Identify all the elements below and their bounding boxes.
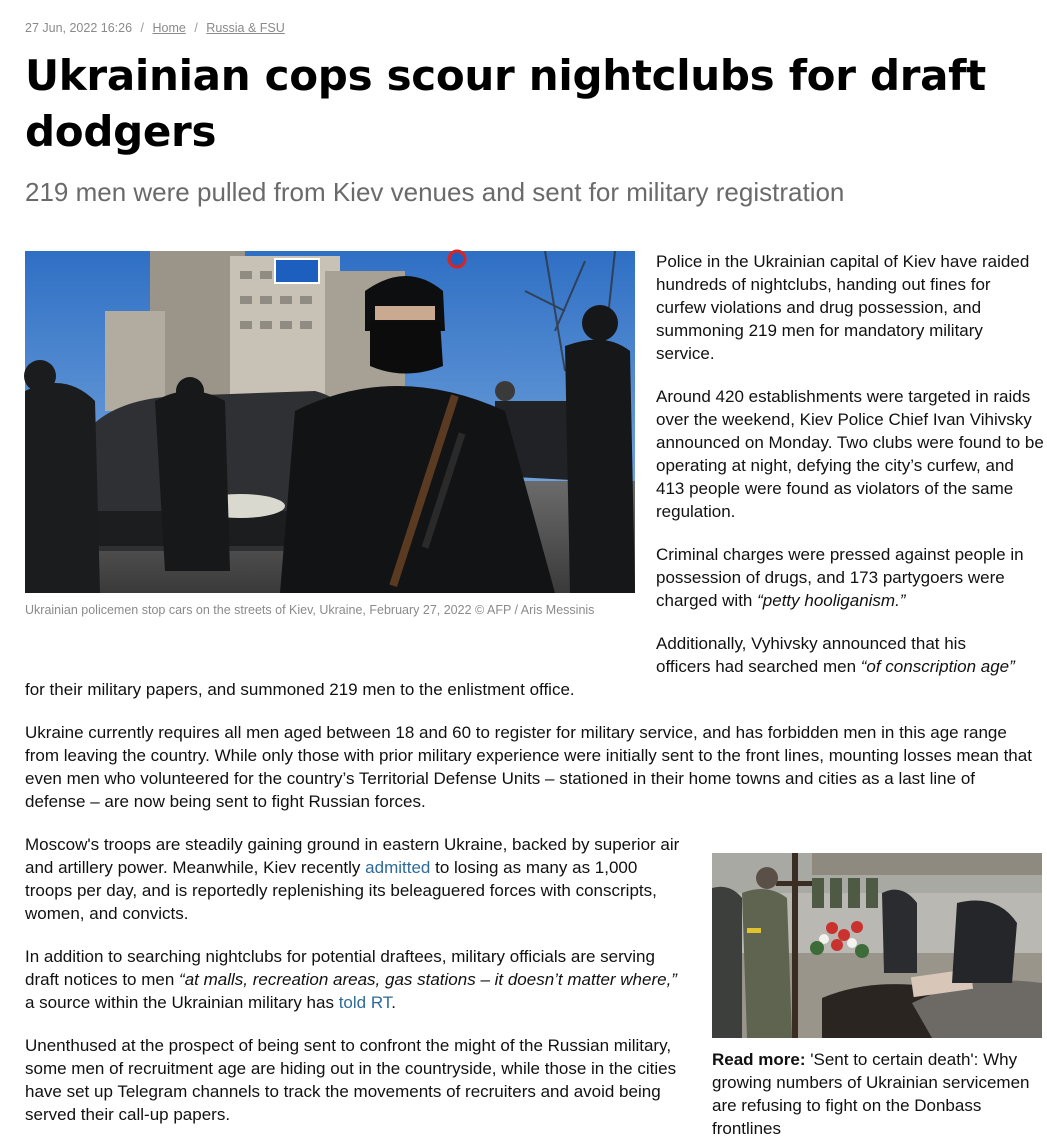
paragraph-6-before: Moscow's troops are steadily gaining ground in eastern Ukraine, backed by superior air and artillery power. Meanwhile, Kiev recently [25, 835, 680, 877]
paragraph-3-quote: “petty hooliganism.” [757, 591, 906, 610]
paragraph-5: Ukraine currently requires all men aged between 18 and 60 to register for military service, and has forbidden men in this age range from leaving the country. While only those with prior military experience were initially sent to the front lines, mounting losses mean that even men who volunteered for the country’s Territorial Defense Units – stationed in their home towns and cities as a last line of defense – are now being sent to fight Russian forces. [25, 723, 1032, 811]
lead-image-caption: Ukrainian policemen stop cars on the streets of Kiev, Ukraine, February 27, 2022 © AFP / Aris Messinis [25, 603, 595, 617]
paragraph-6-after: to losing as many as 1,000 troops per day, and is reportedly replenishing its beleaguered forces with conscripts, women, and convicts. [25, 858, 657, 923]
publish-date: 27 Jun, 2022 16:26 [25, 21, 133, 35]
breadcrumb-home-link[interactable]: Home [152, 21, 186, 35]
read-more-link[interactable] [712, 1048, 1042, 1140]
paragraph-3 [656, 543, 1044, 612]
paragraph-4-upper [656, 632, 1044, 678]
article-summary: 219 men were pulled from Kiev venues and sent for military registration [25, 177, 845, 207]
admitted-link[interactable]: admitted [365, 858, 431, 877]
paragraph-4-quote: “of conscription age” [860, 657, 1015, 676]
told-rt-link[interactable]: told RT [338, 993, 392, 1012]
read-more-label: Read more: [712, 1050, 806, 1069]
paragraph-7 [25, 945, 680, 1014]
breadcrumb-section-link[interactable]: Russia & FSU [206, 21, 285, 35]
paragraph-1: Police in the Ukrainian capital of Kiev have raided hundreds of nightclubs, handing out fines for curfew violations and drug possession, and summoning 219 men for mandatory military service. [656, 252, 1030, 363]
read-more-figure[interactable] [712, 853, 1042, 1140]
read-more-text: 'Sent to certain death': Why growing numbers of Ukrainian servicemen are refusing to fight on the Donbass frontlines [712, 1050, 1030, 1138]
paragraph-7-before: In addition to searching nightclubs for potential draftees, military officials are serving draft notices to men [25, 947, 655, 989]
article-meta [25, 20, 285, 36]
breadcrumb-separator: / [194, 21, 198, 35]
read-more-image[interactable] [712, 853, 1042, 1038]
paragraph-3-text: Criminal charges were pressed against people in possession of drugs, and 173 partygoers were charged with [656, 545, 1024, 610]
breadcrumb-separator: / [140, 21, 145, 35]
paragraph-4-line-1: Additionally, Vyhivsky announced that his [656, 634, 966, 653]
paragraph-4-lower: for their military papers, and summoned 219 men to the enlistment office. [25, 680, 575, 699]
lead-image [25, 251, 635, 593]
lead-image-figure [25, 251, 635, 618]
paragraph-7-quote: “at malls, recreation areas, gas stations – it doesn’t matter where,” [179, 970, 677, 989]
paragraph-8: Unenthused at the prospect of being sent to confront the might of the Russian military, some men of recruitment age are hiding out in the countryside, while those in the cities have set up Telegram channels to track the movements of recruiters and avoid being served their call-up papers. [25, 1036, 677, 1124]
paragraph-7-middle: a source within the Ukrainian military has [25, 993, 339, 1012]
paragraph-4-line-2: officers had searched men [656, 657, 861, 676]
paragraph-7-after: . [391, 993, 397, 1012]
paragraph-2: Around 420 establishments were targeted in raids over the weekend, Kiev Police Chief Ivan Vihivsky announced on Monday. Two clubs were found to be operating at night, defying the city’s curfew, and 413 people were found as violators of the same regulation. [656, 387, 1044, 521]
paragraph-6 [25, 833, 680, 925]
article-title: Ukrainian cops scour nightclubs for draft dodgers [25, 51, 986, 156]
